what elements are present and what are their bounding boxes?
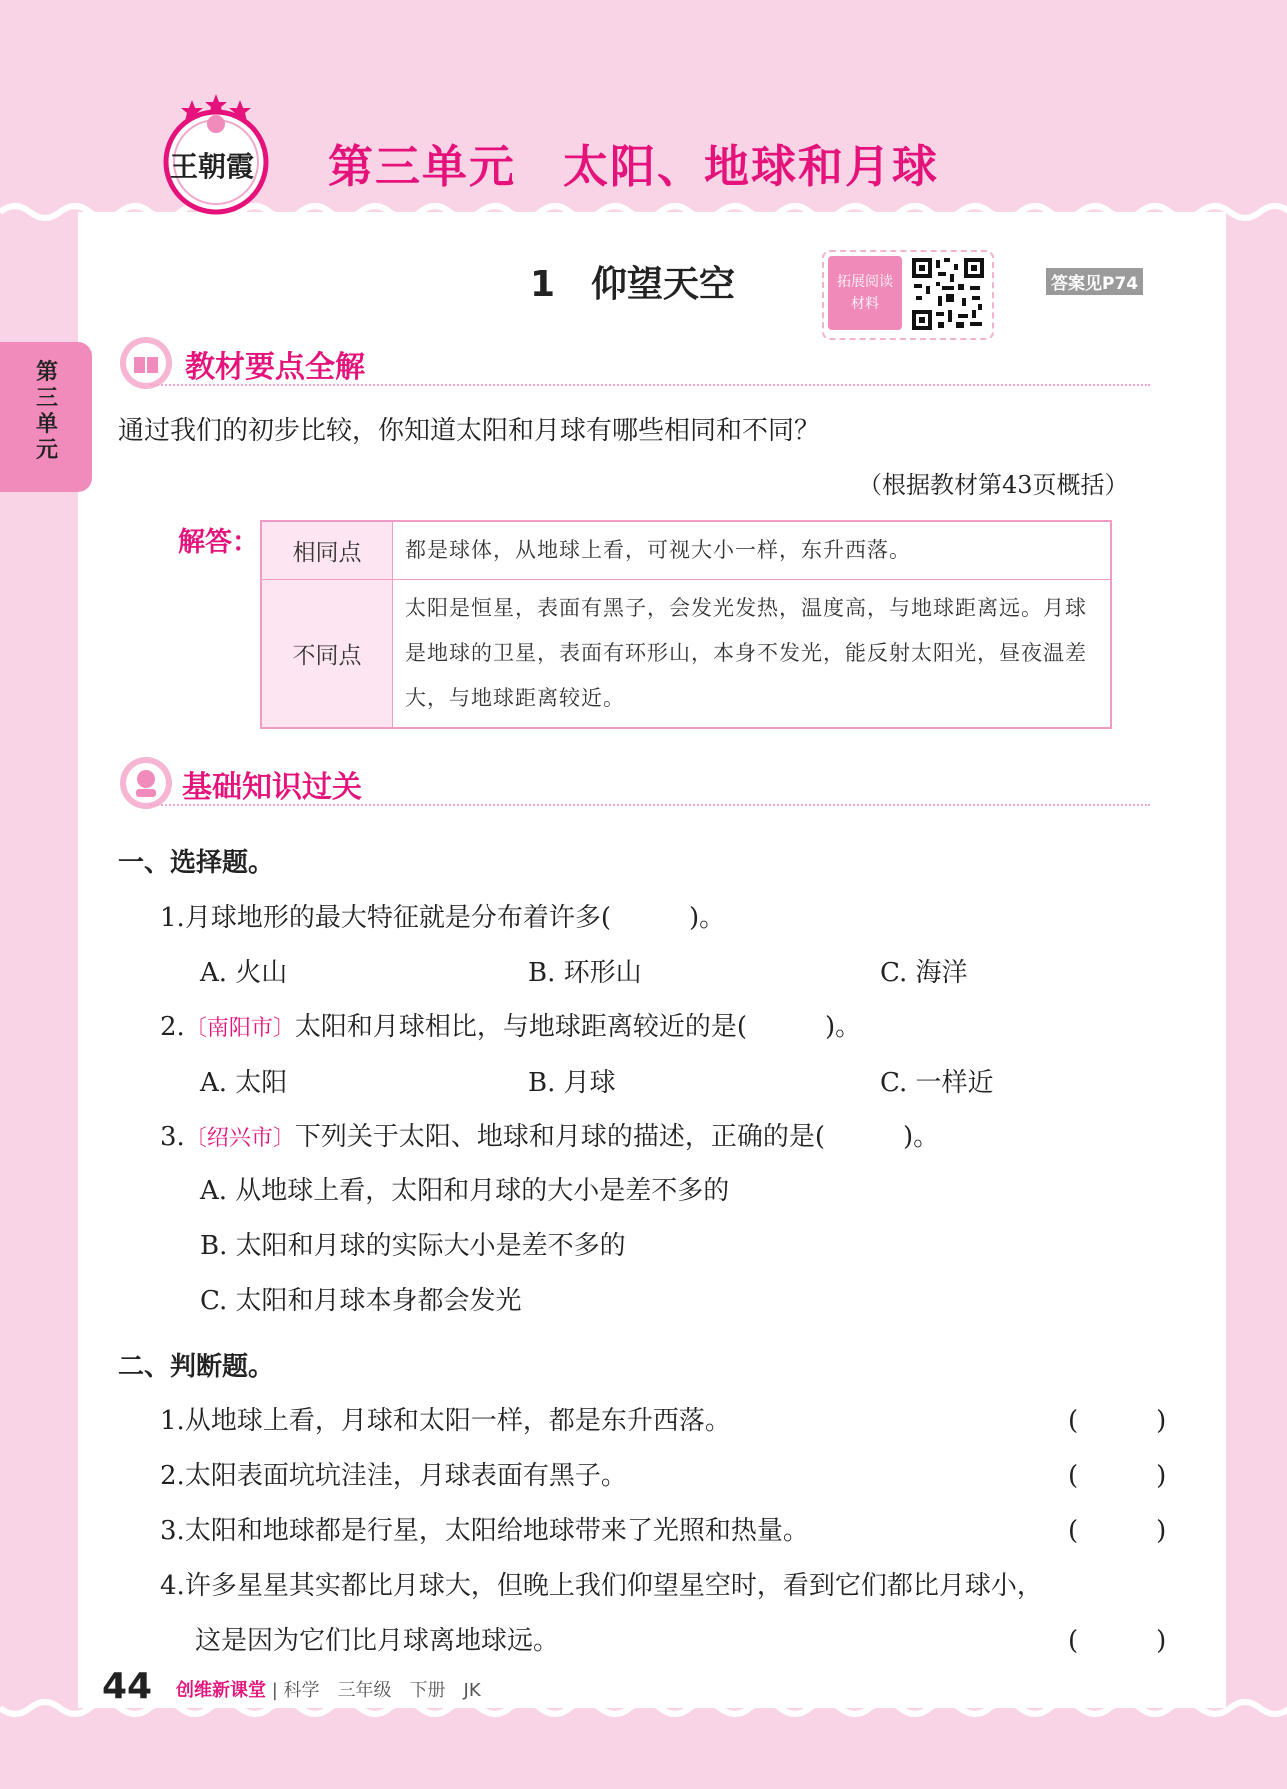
table-header-cell: 不同点 (261, 580, 393, 729)
question-number: 1. (160, 903, 185, 933)
question-number: 2. (160, 1461, 185, 1491)
question-text: 月球地形的最大特征就是分布着许多( )。 (184, 903, 726, 933)
question-text: 从地球上看，月球和太阳一样，都是东升西落。 (184, 1406, 731, 1436)
table-row (261, 580, 1111, 729)
section-icon-book (118, 335, 174, 391)
region-tag: 〔南阳市〕 (184, 1016, 295, 1041)
answer-blank[interactable]: ( ) (1068, 1461, 1167, 1491)
extended-reading-button[interactable] (828, 256, 902, 330)
table-cell: 太阳是恒星，表面有黑子，会发光发热，温度高，与地球距离远。月球是地球的卫星，表面有环形山，本身不发光，能反射太阳光，昼夜温差大，与地球距离较近。 (393, 580, 1112, 729)
mc-option-a[interactable]: A. 太阳 (200, 1068, 288, 1098)
extended-reading-label: 拓展阅读材料 (837, 274, 893, 312)
section-title-key-points: 教材要点全解 (185, 350, 365, 385)
mc-option-a[interactable]: A. 火山 (200, 958, 288, 988)
question-text: 下列关于太阳、地球和月球的描述，正确的是( )。 (294, 1122, 940, 1152)
question-number: 3. (160, 1516, 185, 1546)
region-tag: 〔绍兴市〕 (184, 1126, 295, 1151)
mc-question-1 (160, 897, 725, 934)
answer-blank[interactable]: ( ) (1068, 1626, 1167, 1656)
mc-question-3 (160, 1116, 939, 1153)
question-text: 许多星星其实都比月球大，但晚上我们仰望星空时，看到它们都比月球小， (184, 1571, 1043, 1601)
page-number: 44 (102, 1666, 153, 1707)
question-text: 太阳表面坑坑洼洼，月球表面有黑子。 (184, 1461, 627, 1491)
qr-code-icon[interactable] (910, 256, 986, 332)
side-tab-label: 第三单元 (36, 360, 59, 463)
tf-question-1 (160, 1400, 731, 1437)
footer-brand: 创维新课堂 (176, 1680, 266, 1701)
table-row (261, 521, 1111, 580)
footer-separator: | (266, 1680, 284, 1701)
mc-option-c[interactable]: C. 太阳和月球本身都会发光 (200, 1286, 522, 1316)
mc-question-2 (160, 1006, 861, 1043)
answer-table (260, 520, 1112, 729)
tf-question-4 (160, 1565, 1043, 1602)
answer-reference-badge: 答案见P74 (1046, 268, 1143, 295)
question-text: 太阳和地球都是行星，太阳给地球带来了光照和热量。 (184, 1516, 809, 1546)
question-number: 2. (160, 1012, 185, 1042)
part-heading-true-false: 二、判断题。 (118, 1352, 275, 1382)
question-text: 太阳和月球相比，与地球距离较近的是( )。 (294, 1012, 862, 1042)
part-heading-multiple-choice: 一、选择题。 (118, 848, 275, 878)
mc-option-b[interactable]: B. 月球 (528, 1068, 616, 1098)
tf-question-4-continued: 这是因为它们比月球离地球远。 (195, 1626, 560, 1656)
lesson-title: 1 仰望天空 (530, 264, 736, 305)
question-number: 1. (160, 1406, 185, 1436)
logo-text: 王朝霞 (170, 150, 255, 183)
section-icon-character (118, 755, 174, 811)
footer-info (176, 1676, 481, 1702)
tf-question-2 (160, 1455, 627, 1492)
unit-title: 第三单元 太阳、地球和月球 (328, 140, 940, 193)
section-divider (150, 804, 1150, 806)
table-header-cell: 相同点 (261, 521, 393, 580)
mc-option-c[interactable]: C. 海洋 (880, 958, 968, 988)
mc-option-b[interactable]: B. 环形山 (528, 958, 642, 988)
answer-label: 解答： (178, 527, 259, 558)
textbook-source-note: （根据教材第43页概括） (858, 471, 1129, 499)
mc-option-b[interactable]: B. 太阳和月球的实际大小是差不多的 (200, 1231, 626, 1261)
textbook-question: 通过我们的初步比较，你知道太阳和月球有哪些相同和不同？ (118, 416, 821, 446)
section-divider (150, 384, 1150, 386)
answer-blank[interactable]: ( ) (1068, 1406, 1167, 1436)
table-cell: 都是球体，从地球上看，可视大小一样，东升西落。 (393, 521, 1112, 580)
tf-question-3 (160, 1510, 809, 1547)
answer-blank[interactable]: ( ) (1068, 1516, 1167, 1546)
footer-book-info: 科学 三年级 下册 JK (283, 1680, 481, 1701)
mc-option-a[interactable]: A. 从地球上看，太阳和月球的大小是差不多的 (200, 1176, 730, 1206)
section-title-basic-knowledge: 基础知识过关 (182, 770, 362, 805)
question-number: 4. (160, 1571, 185, 1601)
mc-option-c[interactable]: C. 一样近 (880, 1068, 994, 1098)
question-number: 3. (160, 1122, 185, 1152)
